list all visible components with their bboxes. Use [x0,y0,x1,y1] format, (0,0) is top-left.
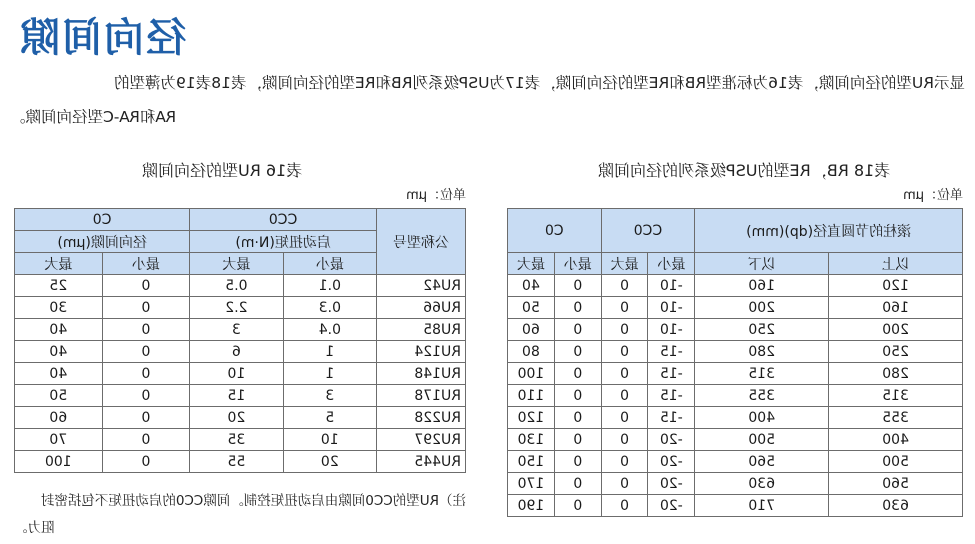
table-cell: RU297 [377,429,466,451]
table-cell: 20 [190,407,283,429]
table-cell: 200 [695,297,829,319]
intro-paragraph [10,66,965,134]
table-cell: RU445 [377,451,466,473]
table-cell: -10 [648,319,695,341]
table-cell: 280 [695,341,829,363]
table-cell: 0 [601,297,648,319]
table-cell: 0 [102,319,190,341]
table-cell: 0 [601,495,648,517]
table-cell: 0 [601,363,648,385]
table-cell: RU85 [377,319,466,341]
table-cell: 80 [508,341,555,363]
table-row [15,451,466,473]
table-row [15,341,466,363]
table-cell: 0 [554,451,601,473]
table-row [15,297,466,319]
table16-unit: 单位：μm [406,188,466,203]
table-cell: 630 [695,473,829,495]
table-cell: 0 [102,385,190,407]
table-cell: -20 [648,451,695,473]
table-cell: 0 [601,451,648,473]
table-cell: 500 [695,429,829,451]
th-torque-min: 最小 [283,253,376,275]
table-cell: 70 [15,429,103,451]
table-row [15,429,466,451]
table-row [508,495,963,517]
table-cell: 560 [829,473,963,495]
table-cell: 0 [601,275,648,297]
table-cell: 3 [190,319,283,341]
table-cell: 0 [554,363,601,385]
table-cell: 0 [601,429,648,451]
table-cell: 0 [601,319,648,341]
table-cell: -20 [648,495,695,517]
table18-unit: 单位：μm [903,188,963,203]
note-line-1: 注）RU型的CC0间隙由启动扭矩控制。间隙CC0的启动扭矩不包括密封 [40,493,466,509]
table-cell: 190 [508,495,555,517]
table-cell: 0 [601,385,648,407]
table-cell: 50 [508,297,555,319]
table18-caption: 表18 RB，RE型的USP级系列的径向间隙 [598,161,891,180]
table-cell: 0.3 [283,297,376,319]
table-cell: 0 [601,473,648,495]
table-cell: 0 [554,495,601,517]
table-cell: 630 [829,495,963,517]
table-row [508,407,963,429]
table-cell: 40 [508,275,555,297]
table-cell: -20 [648,473,695,495]
th-cc0-max: 最大 [601,253,648,275]
table-row [15,385,466,407]
table-cell: 400 [829,429,963,451]
table-cell: 40 [15,363,103,385]
th-cc0: CC0 [601,209,695,253]
table-cell: -15 [648,363,695,385]
table-cell: 0 [554,341,601,363]
table-cell: 710 [695,495,829,517]
table-cell: 355 [695,385,829,407]
table-cell: 400 [695,407,829,429]
table-cell: 35 [190,429,283,451]
table-cell: 100 [15,451,103,473]
table-row [508,451,963,473]
table-cell: 60 [508,319,555,341]
table-cell: 3 [283,385,376,407]
table-cell: 0 [554,385,601,407]
table-cell: 1 [283,363,376,385]
table16 [14,208,466,473]
table-cell: 250 [829,341,963,363]
table-row [15,319,466,341]
table-cell: 0 [102,451,190,473]
table-cell: 120 [508,407,555,429]
th-torque-max: 最大 [190,253,283,275]
table-cell: -15 [648,385,695,407]
intro-line-2: RA和RA-C型径向间隙。 [10,108,177,126]
table-cell: 2.2 [190,297,283,319]
table-cell: 0 [554,275,601,297]
table-cell: RU178 [377,385,466,407]
table-cell: RU148 [377,363,466,385]
table-cell: 0 [601,407,648,429]
page-heading: 径向间隙 [18,15,186,61]
table-cell: -10 [648,297,695,319]
table-row [15,275,466,297]
table-cell: 160 [829,297,963,319]
th-r-cc0: CC0 [190,209,377,231]
table-cell: 0 [102,341,190,363]
th-r-c0: C0 [15,209,190,231]
table-cell: 0 [601,341,648,363]
table-cell: 0.5 [190,275,283,297]
table-row [508,429,963,451]
table-cell: RU124 [377,341,466,363]
table-row [15,363,466,385]
intro-line-1: 显示RU型的径向间隙，表16为标准型RB和RE型的径向间隙，表17为USP级系列RB和RE型的径向间隙，表18表19为薄型的 [114,74,965,92]
table-cell: -15 [648,407,695,429]
th-gap: 径向间隙(μm) [15,231,190,253]
table-cell: 500 [829,451,963,473]
table-cell: 110 [508,385,555,407]
table-cell: 130 [508,429,555,451]
table-row [508,297,963,319]
table-cell: 0 [554,407,601,429]
table-cell: 10 [283,429,376,451]
table-cell: 100 [508,363,555,385]
table-cell: 60 [15,407,103,429]
table-row [508,385,963,407]
table-cell: 0.4 [283,319,376,341]
th-gap-max: 最大 [15,253,103,275]
table-row [508,275,963,297]
table-cell: 40 [15,319,103,341]
th-torque: 启动扭矩(N·m) [190,231,377,253]
th-above: 以上 [829,253,963,275]
table-cell: RU42 [377,275,466,297]
table-cell: 160 [695,275,829,297]
table16-note [14,488,466,542]
table-cell: 0 [554,319,601,341]
table-cell: 20 [283,451,376,473]
table-cell: 10 [190,363,283,385]
table-cell: 0 [102,429,190,451]
table-cell: 120 [829,275,963,297]
table-cell: 0 [554,429,601,451]
table-cell: 150 [508,451,555,473]
table-cell: 30 [15,297,103,319]
table-cell: 280 [829,363,963,385]
table-row [508,341,963,363]
table-cell: 15 [190,385,283,407]
table-cell: 200 [829,319,963,341]
table-row [508,473,963,495]
table18-body [508,275,963,517]
table16-body [15,275,466,473]
table18 [507,208,963,517]
th-gap-min: 最小 [102,253,190,275]
table-cell: 1 [283,341,376,363]
table-cell: -10 [648,275,695,297]
th-below: 以下 [695,253,829,275]
table-cell: 0 [554,473,601,495]
table-row [508,363,963,385]
table-cell: 315 [829,385,963,407]
table-cell: 0 [554,297,601,319]
table-cell: 6 [190,341,283,363]
table-cell: 170 [508,473,555,495]
th-c0: C0 [508,209,602,253]
table-cell: 0.1 [283,275,376,297]
table-cell: 50 [15,385,103,407]
th-diameter: 滚柱的节圆直径(dp)(mm) [695,209,963,253]
table-cell: 25 [15,275,103,297]
table-row [15,407,466,429]
table-cell: 355 [829,407,963,429]
table-cell: 0 [102,407,190,429]
table-row [508,319,963,341]
table-cell: 0 [102,297,190,319]
th-c0-max: 最大 [508,253,555,275]
table-cell: 560 [695,451,829,473]
table-cell: 315 [695,363,829,385]
table16-caption: 表16 RU型的径向间隙 [142,161,303,180]
table-cell: 55 [190,451,283,473]
table-cell: -20 [648,429,695,451]
table-cell: 0 [102,275,190,297]
th-cc0-min: 最小 [648,253,695,275]
th-model: 公称型号 [377,209,466,275]
th-c0-min: 最小 [554,253,601,275]
table-cell: -15 [648,341,695,363]
table-cell: RU66 [377,297,466,319]
table-cell: 5 [283,407,376,429]
note-line-2: 阻力。 [14,520,55,536]
table-cell: RU228 [377,407,466,429]
table-cell: 0 [102,363,190,385]
table-cell: 40 [15,341,103,363]
table-cell: 250 [695,319,829,341]
